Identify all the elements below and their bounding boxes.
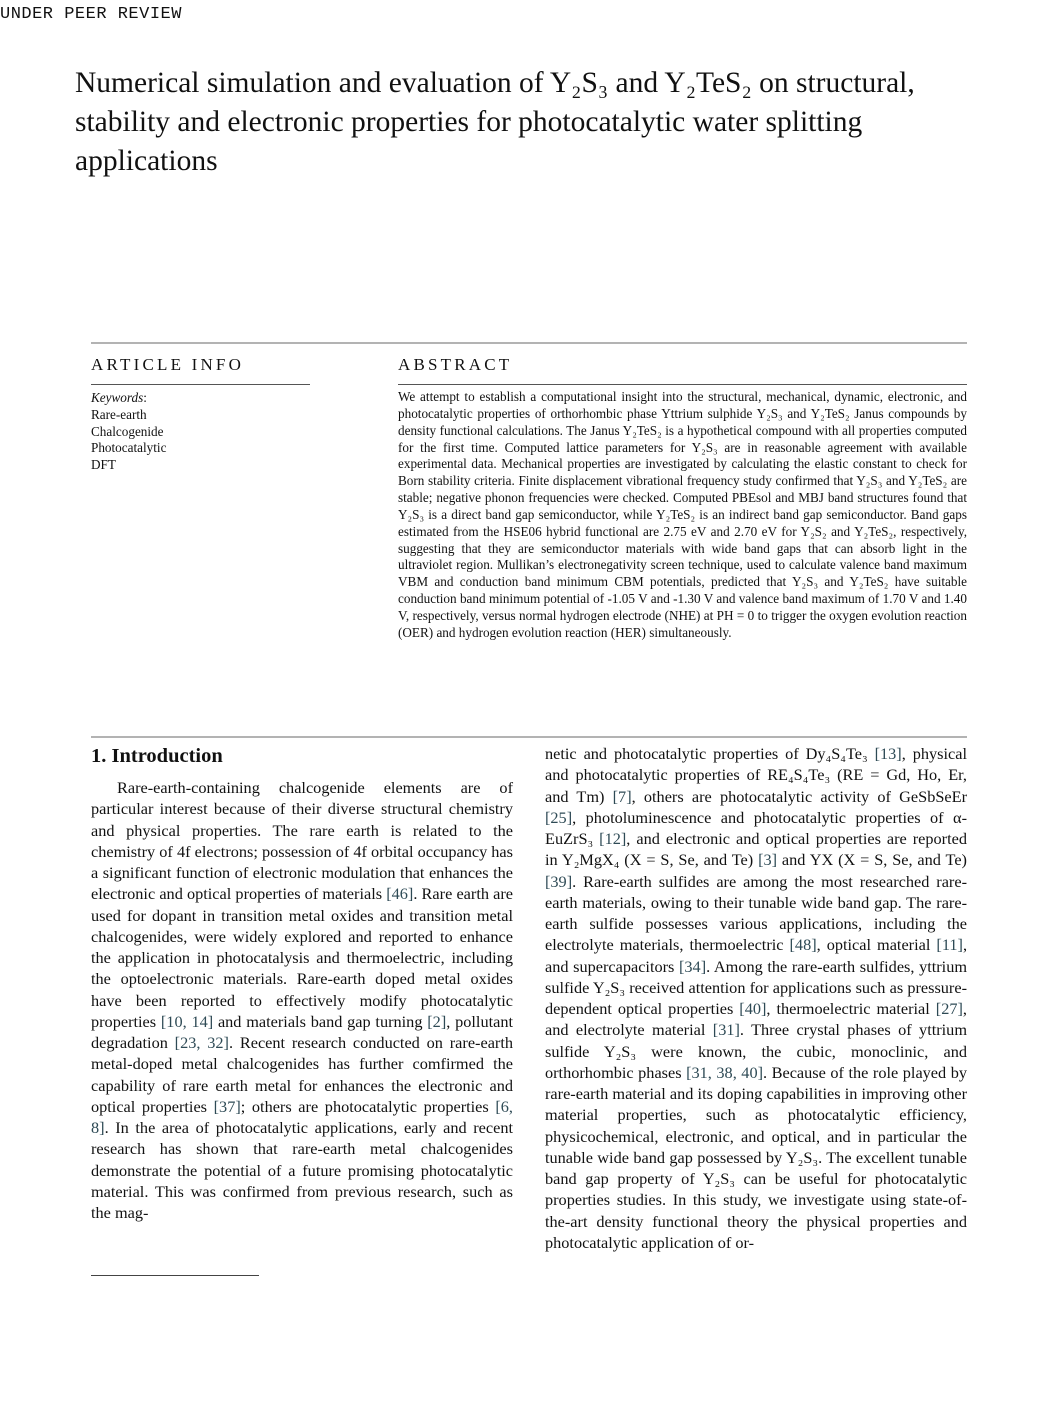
keyword: Rare-earth bbox=[91, 406, 147, 422]
citation-link[interactable]: [2] bbox=[427, 1011, 447, 1031]
citation-link[interactable]: [3] bbox=[758, 850, 778, 870]
citation-link[interactable]: [34] bbox=[679, 956, 707, 976]
keyword: Chalcogenide bbox=[91, 423, 164, 439]
citation-link[interactable]: [10, 14] bbox=[160, 1011, 214, 1031]
citation-link[interactable]: [31] bbox=[712, 1020, 740, 1040]
keyword: Photocatalytic bbox=[91, 440, 167, 456]
citation-link[interactable]: [39] bbox=[545, 871, 573, 891]
citation-link[interactable]: [25] bbox=[545, 807, 573, 827]
citation-link[interactable]: [40] bbox=[739, 999, 767, 1018]
footnote-rule bbox=[91, 1275, 259, 1276]
citation-link[interactable]: [37] bbox=[213, 1096, 241, 1116]
citation-link[interactable]: [11] bbox=[936, 935, 963, 955]
citation-link[interactable]: [7] bbox=[612, 786, 632, 806]
abstract-divider bbox=[398, 384, 967, 385]
citation-link[interactable]: [12] bbox=[599, 829, 627, 848]
abstract-text: We attempt to establish a computational insight into the structural, mechanical, dynamic, electronic, and photocatalytic properties of orthorhombic phase Yttrium sulphide Y₂S₃ and Y₂TeS₂ Janus compounds by density functional calculations. The Janus Y₂TeS₂ is a hypothetical compound with all properties computed for the first time. Computed lattice parameters for Y₂S₃ are in reasonable agreement with available experimental data. Mechanical properties are investigated by calculating the elastic constant to check for Born stability criteria. Finite displacement vibrational frequency study confirmed that Y₂S₃ and Y₂TeS₂ are stable; negative phonon frequencies were checked. Computed PBEsol and MBJ band structures found that Y₂S₃ is a direct band gap semiconductor, while Y₂TeS₂ is an indirect band gap semiconductor. Band gaps estimated from the HSE06 hybrid functional are 2.75 eV and 2.70 eV for Y₂S₂ and Y₂TeS₂, respectively, suggesting that they are semiconductor materials with wide band gaps that can absorb light in the ultraviolet region. Mullikan’s electronegativity screen technique, used to calculate valence band maximum VBM and conduction band minimum CBM potentials, predicted that Y₂S₃ and Y₂TeS₂ have suitable conduction band minimum potential of -1.05 V and -1.30 V and valence band maximum of 1.70 V and 1.40 V, respectively, versus normal hydrogen electrode (NHE) at PH = 0 to trigger the oxygen evolution reaction (OER) and hydrogen evolution reaction (HER) simultaneously. bbox=[398, 389, 967, 640]
article-info-heading: ARTICLE INFO bbox=[91, 355, 245, 374]
citation-link[interactable]: [13] bbox=[874, 744, 902, 763]
top-divider bbox=[91, 342, 967, 344]
citation-link[interactable]: [46] bbox=[386, 884, 414, 904]
keywords-block bbox=[91, 390, 311, 474]
keyword: DFT bbox=[91, 457, 116, 473]
paper-title: Numerical simulation and evaluation of Y₂S₃ and Y₂TeS₂ on structural, stability and electronic properties for photocatalytic water splitting applications bbox=[75, 67, 915, 177]
intro-right-column: netic and photocatalytic properties of Dy₄S₄Te₃ [13], physical and photocatalytic properties of RE₄S₄Te₃ (RE = Gd, Ho, Er, and Tm) [7], others are photocatalytic activity of GeSbSeEr [25], photoluminescence and photocatalytic properties of α-EuZrS₃ [12], and electronic and optical properties are reported in Y₂MgX₄ (X = S, Se, and Te) [3] and YX (X = S, Se, and Te) [39]. Rare-earth sulfides are among the most researched rare-earth materials, owing to their tunable wide band gap. The rare-earth sulfide possesses various applications, including the electrolyte materials, thermoelectric [48], optical material [11], and supercapacitors [34]. Among the rare-earth sulfides, yttrium sulfide Y₂S₃ received attention for applications such as pressure-dependent optical properties [40], thermoelectric material [27], and electrolyte material [31]. Three crystal phases of yttrium sulfide Y₂S₃ were known, the cubic, monoclinic, and orthorhombic phases [31, 38, 40]. Because of the role played by rare-earth material and its doping capabilities in improving other material properties, such as photocatalytic efficiency, physicochemical, electronic, and optical, and in particular the tunable wide band gap possessed by Y₂S₃. The excellent tunable band gap property of Y₂S₃ can be useful for photocatalytic properties studies. In this study, we investigate using state-of-the-art density functional theory the physical properties and photocatalytic application of or- bbox=[545, 744, 968, 1252]
keywords-label: Keywords: bbox=[91, 390, 147, 405]
section-divider bbox=[91, 736, 967, 738]
abstract-heading: ABSTRACT bbox=[398, 355, 513, 374]
citation-link[interactable]: [23, 32] bbox=[174, 1033, 229, 1052]
article-info-divider bbox=[91, 384, 310, 385]
citation-link[interactable]: [48] bbox=[789, 935, 817, 955]
citation-link[interactable]: [27] bbox=[935, 999, 963, 1018]
section-heading-introduction: 1. Introduction bbox=[91, 745, 223, 767]
citation-link[interactable]: [6, 8] bbox=[91, 1096, 513, 1137]
intro-left-column: Rare-earth-containing chalcogenide elements are of particular interest because of their diverse structural chemistry and physical properties. The rare earth is related to the chemistry of 4f electrons; possession of 4f orbital occupancy has a significant function of electronic modulation that enhances the electronic and optical properties of materials [46]. Rare earth are used for dopant in transition metal oxides and transition metal chalcogenides, were widely explored and reported to enhance the application in photocatalysis and thermoelectric, including the optoelectronic materials. Rare-earth doped metal oxides have been reported to effectively modify photocatalytic properties [10, 14] and materials band gap turning [2], pollutant degradation [23, 32]. Recent research conducted on rare-earth metal-doped metal chalcogenides has further comfirmed the capability of rare earth metal for enhances the electronic and optical properties [37]; others are photocatalytic properties [6, 8]. In the area of photocatalytic applications, early and recent research has shown that rare-earth metal chalcogenides demonstrate the potential of a future promising photocatalytic material. This was confirmed from previous research, such as the mag- bbox=[91, 778, 514, 1222]
citation-link[interactable]: [31, 38, 40] bbox=[686, 1062, 764, 1082]
review-status-label: UNDER PEER REVIEW bbox=[0, 5, 182, 24]
